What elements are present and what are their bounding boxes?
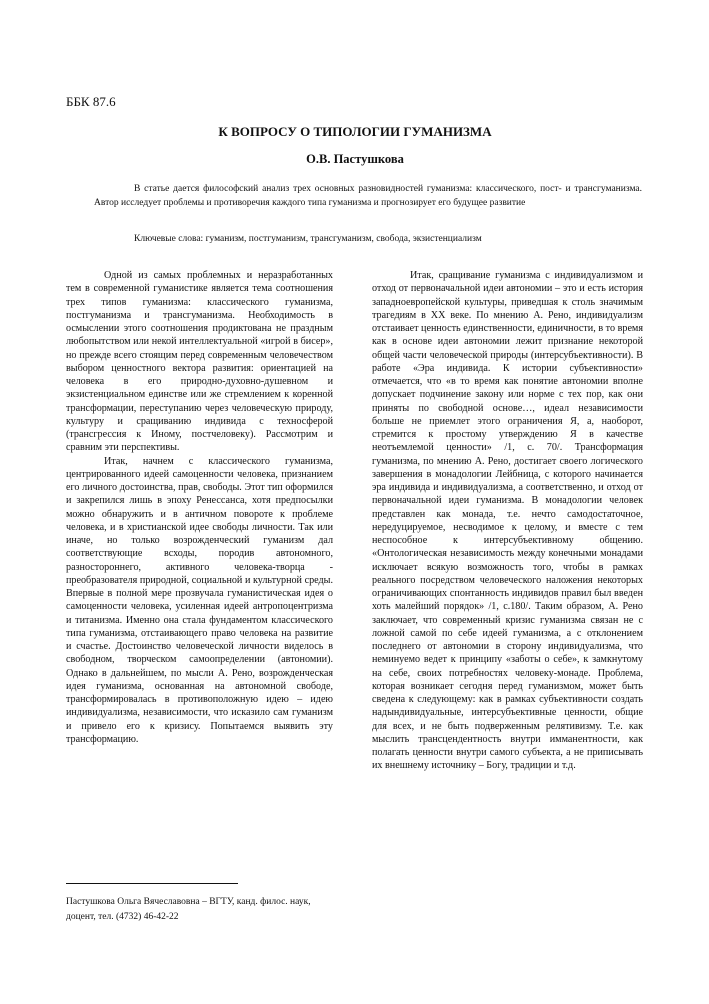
author-footnote: Пастушкова Ольга Вячеславовна – ВГТУ, канд. филос. наук, доцент, тел. (4732) 46-42-22 bbox=[66, 897, 311, 922]
abstract: В статье дается философский анализ трех основных разновидностей гуманизма: классического, пост- и трансгуманизма. Автор исследует проблемы и противоречия каждого типа гуманизма и прогнозирует его будущее развитие bbox=[94, 184, 642, 208]
bbk-code: ББК 87.6 bbox=[66, 94, 116, 109]
keywords: Ключевые слова: гуманизм, постгуманизм, трансгуманизм, свобода, экзистенциализм bbox=[134, 234, 482, 244]
footnote-divider bbox=[66, 883, 238, 884]
article-author: О.В. Пастушкова bbox=[306, 152, 404, 166]
right-paragraph-1: Итак, сращивание гуманизма с индивидуализмом и отход от первоначальной идеи автономии – это и есть история западноевропейской культуры, приведшая к столь значимым трагедиям в XX веке. По мнению А. Рено, индивидуализм отстаивает ценность единственности, единичности, в то время как в основе идеи автономии лежит признание некоторой общей части человеческой природы (интерсубъективности). В работе «Эра индивида. К истории субъективности» отмечается, что «в то время как понятие автономии вполне допускает подчинение закону или норме с тех пор, как они приняты по свободной основе…, идеал независимости больше не приемлет этого ограничения Я, а, наоборот, стремится к простому утверждению Я в качестве неотъемлемой ценности» /1, с. 70/. Трансформация гуманизма, по мнению А. Рено, достигает своего логического завершения в монадологии Лейбница, с которого начинается эра индивида и индивидуализма, а соответственно, и отход от первоначальной идеи гуманизма. В монадологии человек представлен как монада, т.е. нечто самодостаточное, нередуцируемое, несводимое к целому, и вместе с тем неспособное к интерсубъективному общению. «Онтологическая независимость между конечными монадами исключает всякую возможность того, чтобы в рамках реального посредством человеческого наложения некоторых ограничивающих спонтанность индивидов правил был введен хоть малейший порядок» /1, с.180/. Таким образом, А. Рено заключает, что современный кризис гуманизма связан не с ложной самой по себе идеей гуманизма, а с отклонением последнего от автономии в сторону индивидуализма, что неминуемо ведет к принципу «заботы о себе», к замкнутому на себе, своих потребностях человеку-монаде. Проблема, которая возникает сегодня перед гуманизмом, может быть сведена к следующему: как в рамках субъективности создать надындивидуальные, интерсубъективные ценности, общие для всех, и не быть подверженным релятивизму. Т.е. как мыслить трансцендентность внутри имманентности, как полагать ценности внутри самого субъекта, а не приписывать их внешнему источнику – Богу, традиции и т.д. bbox=[372, 270, 643, 772]
article-title: К ВОПРОСУ О ТИПОЛОГИИ ГУМАНИЗМА bbox=[218, 124, 492, 139]
left-paragraph-2: Итак, начнем с классического гуманизма, центрированного идеей самоценности человека, признанием его личного достоинства, прав, свободы. Этот тип оформился и закрепился лишь в эпоху Ренессанса, хотя предпосылки можно обнаружить и в античном повороте к проблеме человека, и в христианской идее свободы личности. Так или иначе, но только возрожденческий гуманизм дал соответствующие всходы, породив автономного, разностороннего, активного человека-творца - преобразователя природной, социальной и культурной среды. Впервые в полной мере прозвучала гуманистическая идея о самоценности человека, усиленная идеей антропоцентризма и титанизма. Именно она стала фундаментом классического типа гуманизма, отстаивающего право человека на развитие и счастье. Достоинство человеческой личности виделось в свободном, творческом самоопределении (автономии). Однако в дальнейшем, по мысли А. Рено, возрожденческая идея гуманизма, основанная на автономной свободе, трансформировалась в противоположную идею – идею индивидуализма, независимости, что исказило сам гуманизм и привело его к кризису. Попытаемся выявить эту трансформацию. bbox=[66, 455, 333, 745]
left-paragraph-1: Одной из самых проблемных и неразработанных тем в современной гуманистике является тема соотношения трех типов гуманизма: классического гуманизма, постгуманизма и трансгуманизма. Необходимость в осмыслении этого соотношения продиктована не праздным любопытством или некой интеллектуальной «игрой в бисер», но прежде всего стоящим перед современным человечеством выбором ценностного вектора развития: ориентацией на человека в его природно-духовно-душевном и экзистенциальном единстве или же стремлением к коренной трансформации, переступанию через человеческую природу, культуру и сращиванию индивида с техносферой (трансгрессия к Иному, постчеловеку). Рассмотрим и сравним эти перспективы. bbox=[66, 270, 333, 454]
left-column bbox=[66, 269, 333, 746]
right-column bbox=[372, 269, 643, 773]
